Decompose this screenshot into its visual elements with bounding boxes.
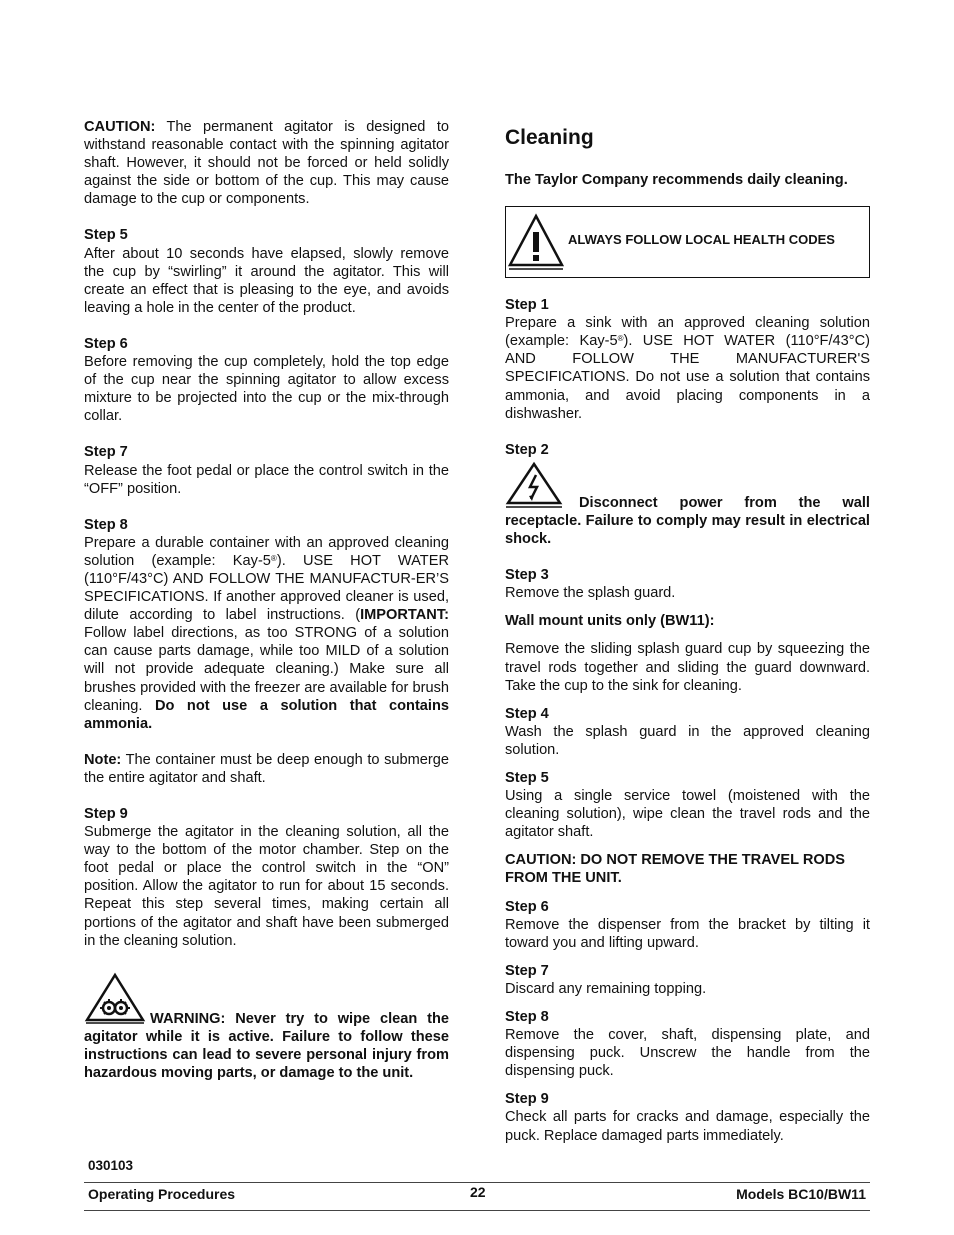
travel-rods-caution: CAUTION: DO NOT REMOVE THE TRAVEL RODS FROM THE UNIT.	[505, 852, 845, 887]
warning-text: WARNING: Never try to wipe clean the agitator while it is active. Failure to follow these instructions can lead to severe personal injury from hazardous moving parts, or damage to the unit.	[84, 1010, 449, 1082]
document-code: 030103	[88, 1158, 134, 1173]
step-8-right: Step 8 Remove the cover, shaft, dispensing plate, and dispensing puck. Unscrew the handle from the dispensing puck.	[505, 1009, 870, 1080]
step-1-right: Step 1 Prepare a sink with an approved cleaning solution (example: Kay-5®). USE HOT WATER (110°F/43°C) AND FOLLOW THE MANUFACTURER'S SPECIFICATIONS. Do not use a solution that contains ammonia, and avoid placing components in a dishwasher.	[505, 297, 870, 422]
step-8-left: Step 8 Prepare a durable container with an approved cleaning solution (example: Kay-5®). USE HOT WATER (110°F/43°C) AND FOLLOW THE MANUFACTUR-ER’S SPECIFICATIONS. If another approved cleaner is used, dilute according to label instructions. (IMPORTANT: Follow label directions, as too STRONG of a solution can cause parts damage, while too MILD of a solution will not provide adequate cleaning.) Make sure all brushes provided with the freezer are available for brush cleaning. Do not use a solution that contains ammonia.	[84, 516, 449, 732]
note-left: Note: The container must be deep enough to submerge the entire agitator and shaft.	[84, 751, 449, 786]
step-6-right: Step 6 Remove the dispenser from the bracket by tilting it toward you and lifting upward.	[505, 898, 870, 951]
electrical-shock-icon	[505, 461, 563, 509]
step-7-right: Step 7 Discard any remaining topping.	[505, 962, 707, 997]
right-column	[505, 118, 870, 1145]
footer-models: Models BC10/BW11	[736, 1186, 866, 1202]
left-column	[84, 118, 449, 1082]
exclamation-triangle-icon	[508, 213, 564, 271]
step-5-right: Step 5 Using a single service towel (moistened with the cleaning solution), wipe clean the travel rods and the agitator shaft.	[505, 769, 870, 841]
footer-bottom-rule	[84, 1210, 870, 1211]
daily-cleaning-note: The Taylor Company recommends daily cleaning.	[505, 172, 848, 188]
electrical-warning-text: Disconnect power from the wall receptacle. Failure to comply may result in electrical shock.	[505, 494, 870, 548]
wall-mount-heading: Wall mount units only (BW11):	[505, 613, 715, 630]
warning-block	[84, 972, 449, 1082]
caution-paragraph: CAUTION: The permanent agitator is designed to withstand reasonable contact with the spinning agitator shaft. However, it should not be forced or held solidly against the side or bottom of the cup. This may cause damage to the cup or components.	[84, 119, 449, 208]
step-5-left: Step 5 After about 10 seconds have elapsed, slowly remove the cup by “swirling” it around the agitator. This will create an effect that is pleasing to the eye, and avoids leaving a hole in the center of the product.	[84, 227, 449, 316]
caution-label: CAUTION:	[84, 119, 156, 135]
page-number: 22	[470, 1184, 486, 1200]
footer-section: Operating Procedures	[88, 1186, 236, 1202]
health-codes-box: ALWAYS FOLLOW LOCAL HEALTH CODES	[505, 206, 870, 278]
footer-top-rule	[84, 1182, 870, 1183]
step-3-right: Step 3 Remove the splash guard.	[505, 567, 676, 602]
step-2-right: Step 2 Disconnect power from the wall receptacle. Failure to comply may result in electrical shock.	[505, 441, 870, 548]
wall-mount-text: Remove the sliding splash guard cup by squeezing the travel rods together and sliding the guard downward. Take the cup to the sink for cleaning.	[505, 641, 870, 694]
step-4-right: Step 4 Wash the splash guard in the approved cleaning solution.	[505, 705, 870, 758]
step-9-right: Step 9 Check all parts for cracks and damage, especially the puck. Replace damaged parts immediately.	[505, 1091, 870, 1144]
step-9-left: Step 9 Submerge the agitator in the cleaning solution, all the way to the bottom of the motor chamber. Step on the foot pedal or place the control switch in the “ON” position. Allow the agitator to run for about 15 seconds. Repeat this step several times, making certain all portions of the agitator and shaft have been submerged in the cleaning solution.	[84, 806, 449, 949]
step-6-left: Step 6 Before removing the cup completely, hold the top edge of the cup near the spinning agitator to allow excess mixture to be projected into the cup or the mix-through collar.	[84, 335, 449, 425]
step-7-left: Step 7 Release the foot pedal or place the control switch in the “OFF” position.	[84, 444, 449, 497]
section-title: Cleaning	[505, 126, 594, 149]
